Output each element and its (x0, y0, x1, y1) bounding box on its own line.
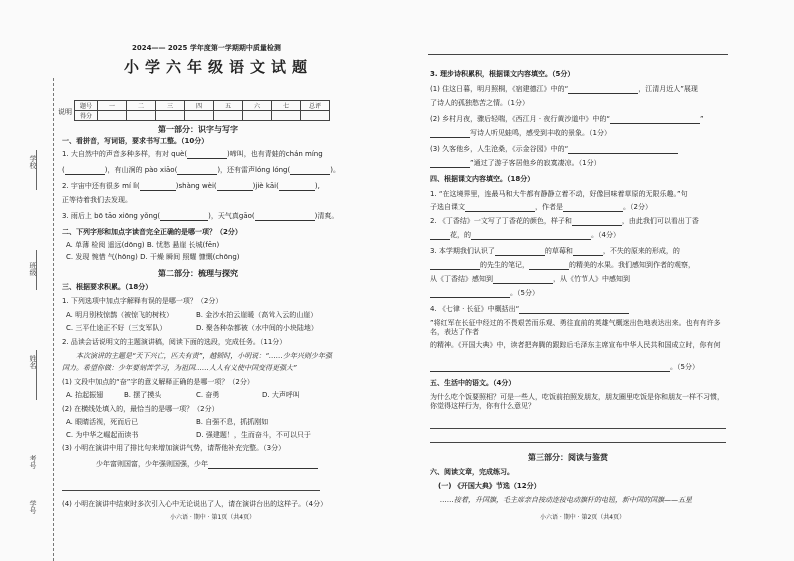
q1-line3: 2. 宇宙中还有很多 mí lì( )shàng wèi( )jiè kāi( ), (62, 182, 320, 190)
q4-4-d: 。（5分） (430, 363, 699, 372)
q3-3: 3. 理步诗积累积，根据课文内容填空。（5分） (430, 70, 575, 78)
answer-line[interactable] (62, 490, 320, 491)
q4-3: 3. 本学期我们认识了 的草莓和 ，不失的原来的形成，的 (430, 247, 680, 255)
score-cell[interactable] (156, 111, 185, 121)
q2-options-2: C. 发现 惋惜 气(hōng) D. 干燥 瞬间 照耀 慷慨(chōng) (66, 253, 240, 261)
score-col: 二 (127, 101, 156, 111)
q3-1: 1. 下列选项中加点字解释有误的是哪一项？（2分） (62, 297, 223, 305)
table-side-label: 说明 (58, 108, 72, 116)
binding-label-number: 学号 (29, 500, 37, 514)
binding-label-school: 学校 (29, 155, 37, 169)
binding-dashed-line (53, 78, 54, 561)
q3-1-c: C. 三平仕途正不好（三支军队） (66, 324, 167, 332)
score-cell[interactable] (214, 111, 243, 121)
q6-quote: ……接着，升国旗，毛主席亲自按动连接电动旗杆的电钮，新中国的国旗——五星 (440, 496, 692, 504)
part1-title: 第一部分：识字与写字 (158, 125, 238, 134)
q3-2-1-c: C. 奋勇 (196, 391, 220, 399)
q4-4-c: 的精神。《开国大典》中，读者把奔腾的跟踪后毛泽东主席宣布中华人民共和国成立时，你有何 (430, 341, 721, 349)
score-col: 四 (185, 101, 214, 111)
q3-2-2-d: D. 强建题！，生而奋斗，不可以只于 (196, 431, 311, 439)
binding-label-id: 考号 (29, 455, 37, 469)
q3-2-2-c: C. 为中华之崛起而读书 (66, 431, 139, 439)
question-2: 二、下列字形和加点字读音完全正确的是哪一项？（2分） (62, 228, 242, 236)
q3-3-3b: ”通过了游子客居他乡的寂寞凄凉。（1分） (430, 159, 601, 168)
q4-4: 4. 《七律 · 长征》中概括出“ (430, 305, 629, 314)
q3-2: 2. 品读会话说明文的主题演讲稿，阅读下面的选段，完成任务。（11分） (62, 338, 287, 346)
q4-2: 2. 《丁香结》一文写了丁香花的颜色，样子和 ，由此我们可以看出丁香 (430, 217, 699, 225)
q3-2-1-a: A. 抬起振翅 (66, 391, 104, 399)
q3-3-1: (1) 住这日暮，明月照桐，《宿建德江》中的“ ，江清月近人”展现 (430, 85, 698, 93)
right-footer: 小六语 · 期中 · 第2页（共4页） (540, 514, 626, 521)
q4-3-line4: 。（5分） (430, 289, 539, 298)
part2-title: 第二部分：梳理与探究 (158, 269, 238, 278)
q3-3-1c: 了诗人的孤独愁苦之情。（1分） (430, 99, 529, 107)
q3-2-quote: 本次演讲的主题是“天下兴亡，匹夫有责”，越锁时，小明说：“……少年兴则少年强 (76, 352, 332, 360)
score-cell[interactable] (185, 111, 214, 121)
q5-text: 为什么吃个饭要照相？可是一些人，吃饭前拍照发朋友，朋友圈里吃饭是你和朋友一样不习惯，你觉得这样行为，你有什么意见？ (430, 393, 724, 410)
q1-line4: 正等待着我们去发现。 (62, 196, 132, 204)
score-cell[interactable] (301, 111, 330, 121)
question-6: 六、阅读文章，完成练习。 (430, 468, 514, 476)
q3-1-d: D. 聚各种杂都被（水中间的小块陆地） (196, 324, 318, 332)
score-col: 总评 (301, 101, 330, 111)
q4-1: 1. “在这境界里，连最马和大牛都有静静立着不动，好像回味着草原的无限乐趣。”句 (430, 190, 688, 198)
q3-1-a: A. 明月别枝惊鹊（被惊飞的树枝） (66, 311, 174, 319)
score-row-label: 题号 (75, 101, 98, 111)
q3-2-4: (4) 小明在演讲中结束时多次引入心中无论说出了人，请在演讲台出的这样子。（4分） (62, 500, 328, 508)
q3-2-1-d: D. 大声呼叫 (262, 391, 300, 399)
q4-3-line3: 从《丁香结》感知到 ，从《竹节人》中感知到 (430, 275, 630, 283)
q3-2-3: (3) 小明在演讲中用了排比句来增加演讲气势，请帮他补充完整。（3分） (62, 444, 286, 452)
q3-2-1-b: B. 摆了摸头 (124, 391, 162, 399)
q4-3-line2: 的先生的笔记， 的精美的水果。我们感知到作者的观察， (430, 261, 695, 270)
q4-1-line: 子选自课文 ，作者是 。（2分） (430, 203, 652, 211)
question-4: 四、根据课文内容填空。（18分） (430, 175, 535, 183)
q3-2-1: (1) 文段中加点的“奋”字的意义解释正确的是哪一项？（2分） (62, 378, 254, 386)
q3-3-2: (2) 乡村月夜，骤后轻喘，《西江月 · 夜行黄沙道中》中的“ ” (430, 115, 704, 123)
q3-3-3: (3) 久客他乡，人生沧桑，《示金谷园》中的“ (430, 145, 678, 154)
part3-title: 第三部分：阅读与鉴赏 (528, 453, 608, 462)
q3-1-b: B. 金沙水拍云崖暖（高耸入云的山崖） (196, 311, 318, 319)
score-col: 一 (98, 101, 127, 111)
binding-label-class: 班级 (29, 262, 37, 276)
subject-title: 小学六年级语文试题 (124, 58, 314, 76)
answer-line[interactable] (430, 428, 726, 429)
score-table (74, 100, 330, 121)
exam-title: 2024—— 2025 学年度第一学期期中质量检测 (132, 44, 281, 52)
q6-1: (一) 《开国大典》节选（12分） (438, 482, 541, 490)
score-col: 六 (243, 101, 272, 111)
score-cell[interactable] (272, 111, 301, 121)
question-3: 三、根据要求积累。（18分） (62, 283, 153, 291)
q3-2-2-b: B. 自强不息，抓抓刚如 (196, 418, 269, 426)
score-cell[interactable] (98, 111, 127, 121)
score-col: 五 (214, 101, 243, 111)
score-col: 七 (272, 101, 301, 111)
q3-2-2-a: A. 眼睛活视，死而后已 (66, 418, 139, 426)
q3-2-2: (2) 在横线处填入的，最恰当的是哪一项？（2分） (62, 405, 219, 413)
score-cell[interactable] (127, 111, 156, 121)
score-col: 三 (156, 101, 185, 111)
q1-line1: 1. 大自然中的声音多种多样，有对 què( )啼叫，也有青蛙的chán míng (62, 150, 323, 158)
question-5: 五、生活中的语文。（4分） (430, 379, 516, 387)
q4-4-b: ”将红军在长征中经过的不畏艰苦而乐观、勇往直前的英雄气概迷出色地表达出来。也有有许多名，表达了作者 (430, 319, 721, 336)
answer-line[interactable] (430, 442, 726, 443)
q3-2-3-line: 少年富则国富，少年强则国强，少年 (96, 460, 318, 469)
left-footer: 小六语 · 期中 · 第1页（共4页） (170, 514, 256, 521)
q1-line5: 3. 雨后上 bō tāo xiōng yǒng( )，天气真gāo( )清爽。 (62, 212, 339, 220)
q3-2-quote2: 国力。希望你做：少年要刻苦学习，为祖国……人人有义使中国变得更强大” (62, 364, 297, 372)
score-cell[interactable] (243, 111, 272, 121)
score-row-label: 得分 (75, 111, 98, 121)
binding-label-name: 姓名 (29, 355, 37, 369)
q4-2-line: 花，的 。（4分） (430, 231, 620, 240)
q3-3-2c: 写诗人听见蛙鸣，感受到丰收的景象。（1分） (430, 129, 611, 138)
question-1: 一、看拼音，写词语，要求书写工整。（10分） (62, 137, 209, 145)
answer-line[interactable] (428, 54, 728, 55)
q2-options-1: A. 单薄 检阅 遥远(dōng) B. 忧愁 悬崖 长城(fēn) (66, 241, 220, 249)
q1-line2: ( )，有山涧的 pào xiāo( )，还有雷声lóng lóng( )。 (62, 166, 340, 174)
